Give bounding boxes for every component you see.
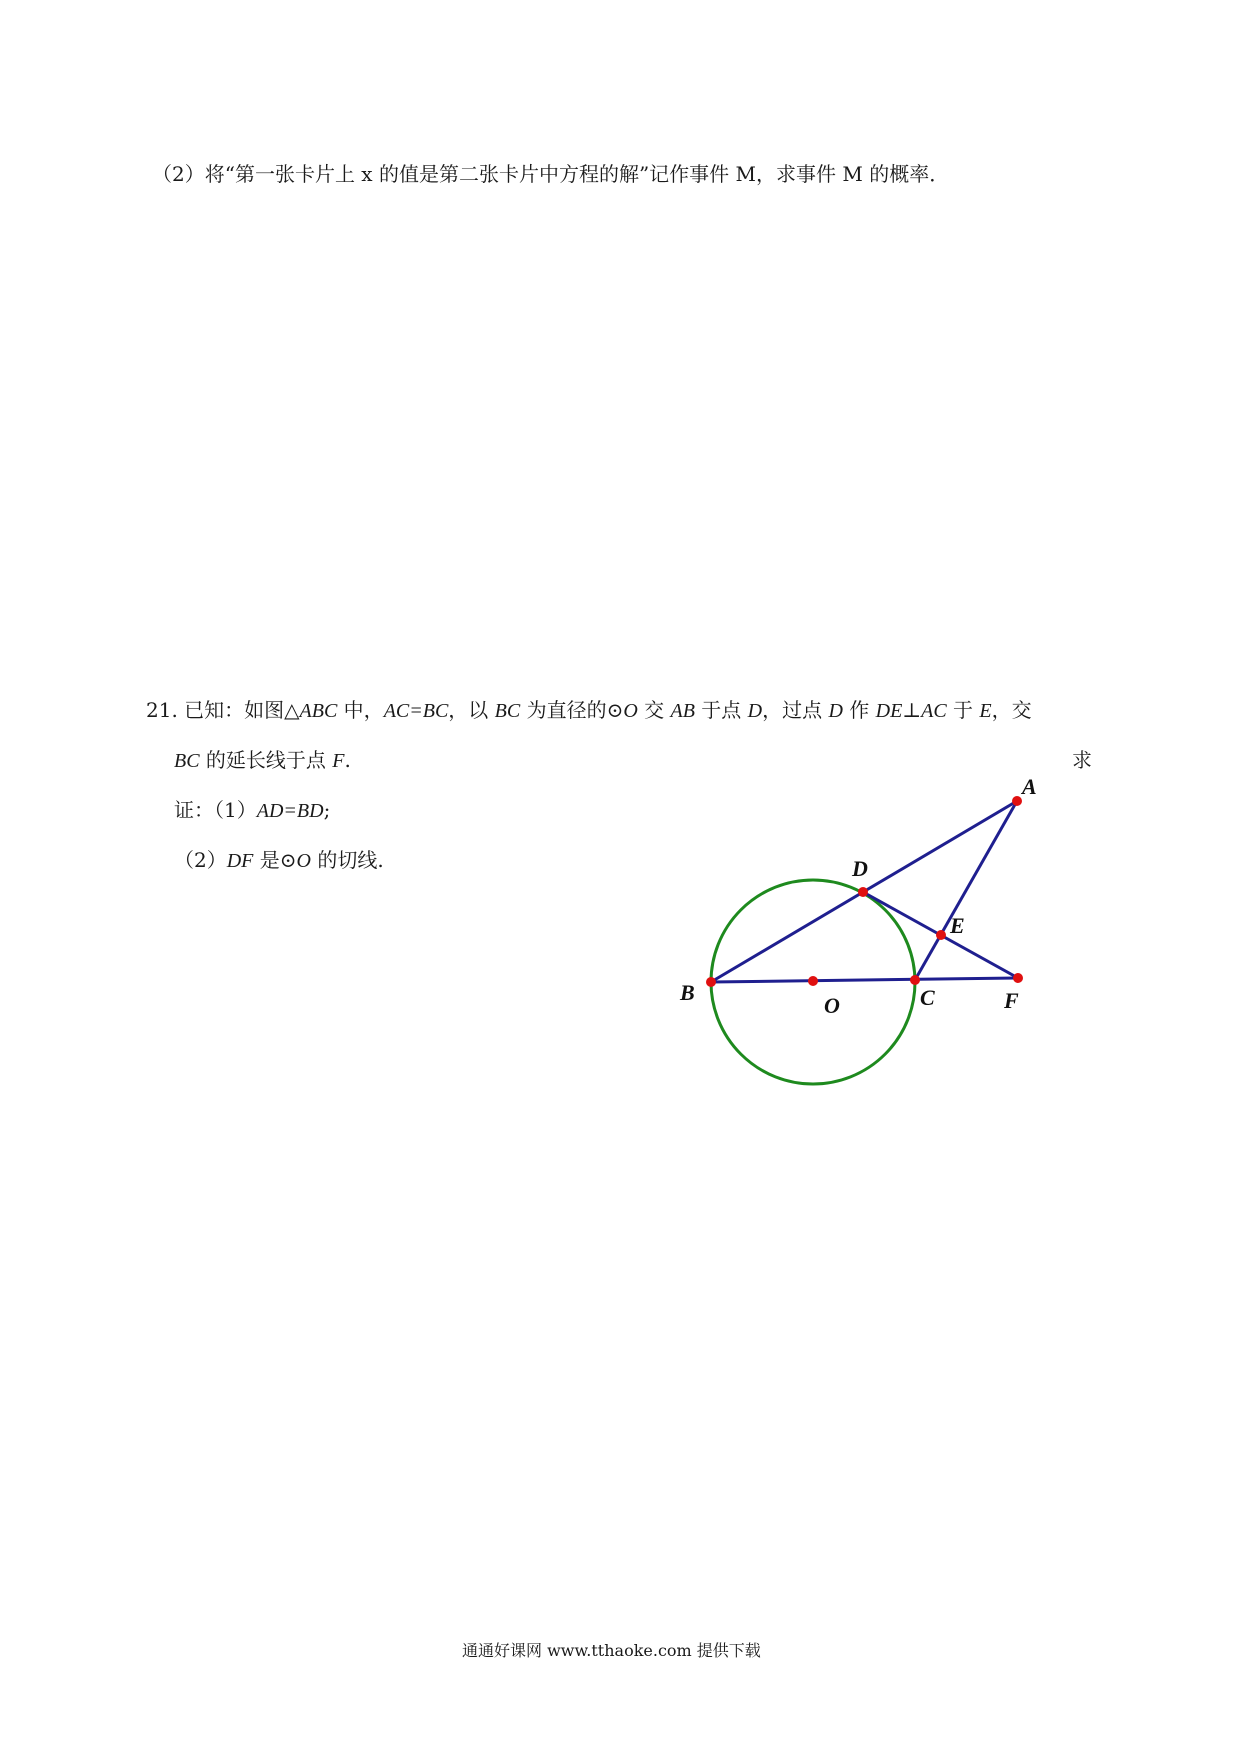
point-o <box>808 976 818 986</box>
text: ，过点 <box>762 698 829 722</box>
label-f: F <box>1004 988 1019 1013</box>
math-var: DF <box>226 850 254 872</box>
math-var: O <box>623 700 638 722</box>
point-a <box>1012 796 1022 806</box>
text: （2） <box>174 848 227 872</box>
text: 的延长线于点 <box>199 748 333 772</box>
label-o: O <box>824 993 840 1018</box>
question-21-qiu: 求 <box>1072 748 1092 772</box>
segment-bf <box>711 978 1018 982</box>
text: 证：（1） <box>174 798 257 822</box>
text: 交 <box>637 698 671 722</box>
text: ，以 <box>448 698 495 722</box>
text: 于点 <box>694 698 748 722</box>
text: . <box>344 748 351 772</box>
text: ⊥ <box>902 698 922 722</box>
label-e: E <box>950 913 965 938</box>
segment-ac <box>915 801 1017 980</box>
text: 于 <box>946 698 980 722</box>
math-var: E <box>979 700 992 722</box>
math-var: ABC <box>299 700 338 722</box>
label-a: A <box>1022 774 1037 799</box>
point-d <box>858 887 868 897</box>
text: 21. 已知：如图△ <box>146 698 300 722</box>
math-var: BC <box>174 750 200 772</box>
text: 作 <box>842 698 876 722</box>
point-b <box>706 977 716 987</box>
math-var: AC <box>921 700 947 722</box>
math-var: DE <box>875 700 903 722</box>
label-c: C <box>920 985 935 1010</box>
text: 的切线. <box>310 848 384 872</box>
text: 中， <box>337 698 384 722</box>
label-b: B <box>680 980 695 1005</box>
math-var: AC=BC <box>383 700 449 722</box>
math-var: F <box>332 750 345 772</box>
text: 是⊙ <box>253 848 297 872</box>
text: ，交 <box>991 698 1032 722</box>
point-e <box>936 930 946 940</box>
label-d: D <box>852 856 868 881</box>
math-var: O <box>296 850 311 872</box>
point-c <box>910 975 920 985</box>
point-f <box>1013 973 1023 983</box>
text: 为直径的⊙ <box>520 698 624 722</box>
math-var: BC <box>494 700 521 722</box>
math-var: AB <box>670 700 695 722</box>
math-var: D <box>828 700 843 722</box>
footer-source: 通通好课网 www.tthaoke.com 提供下载 <box>462 1641 761 1660</box>
text: ; <box>323 798 331 822</box>
math-var: D <box>747 700 763 722</box>
math-var: AD=BD <box>256 800 324 822</box>
question-20-part-2: （2）将“第一张卡片上 x 的值是第二张卡片中方程的解”记作事件 M，求事件 M 的概率． <box>152 162 950 186</box>
